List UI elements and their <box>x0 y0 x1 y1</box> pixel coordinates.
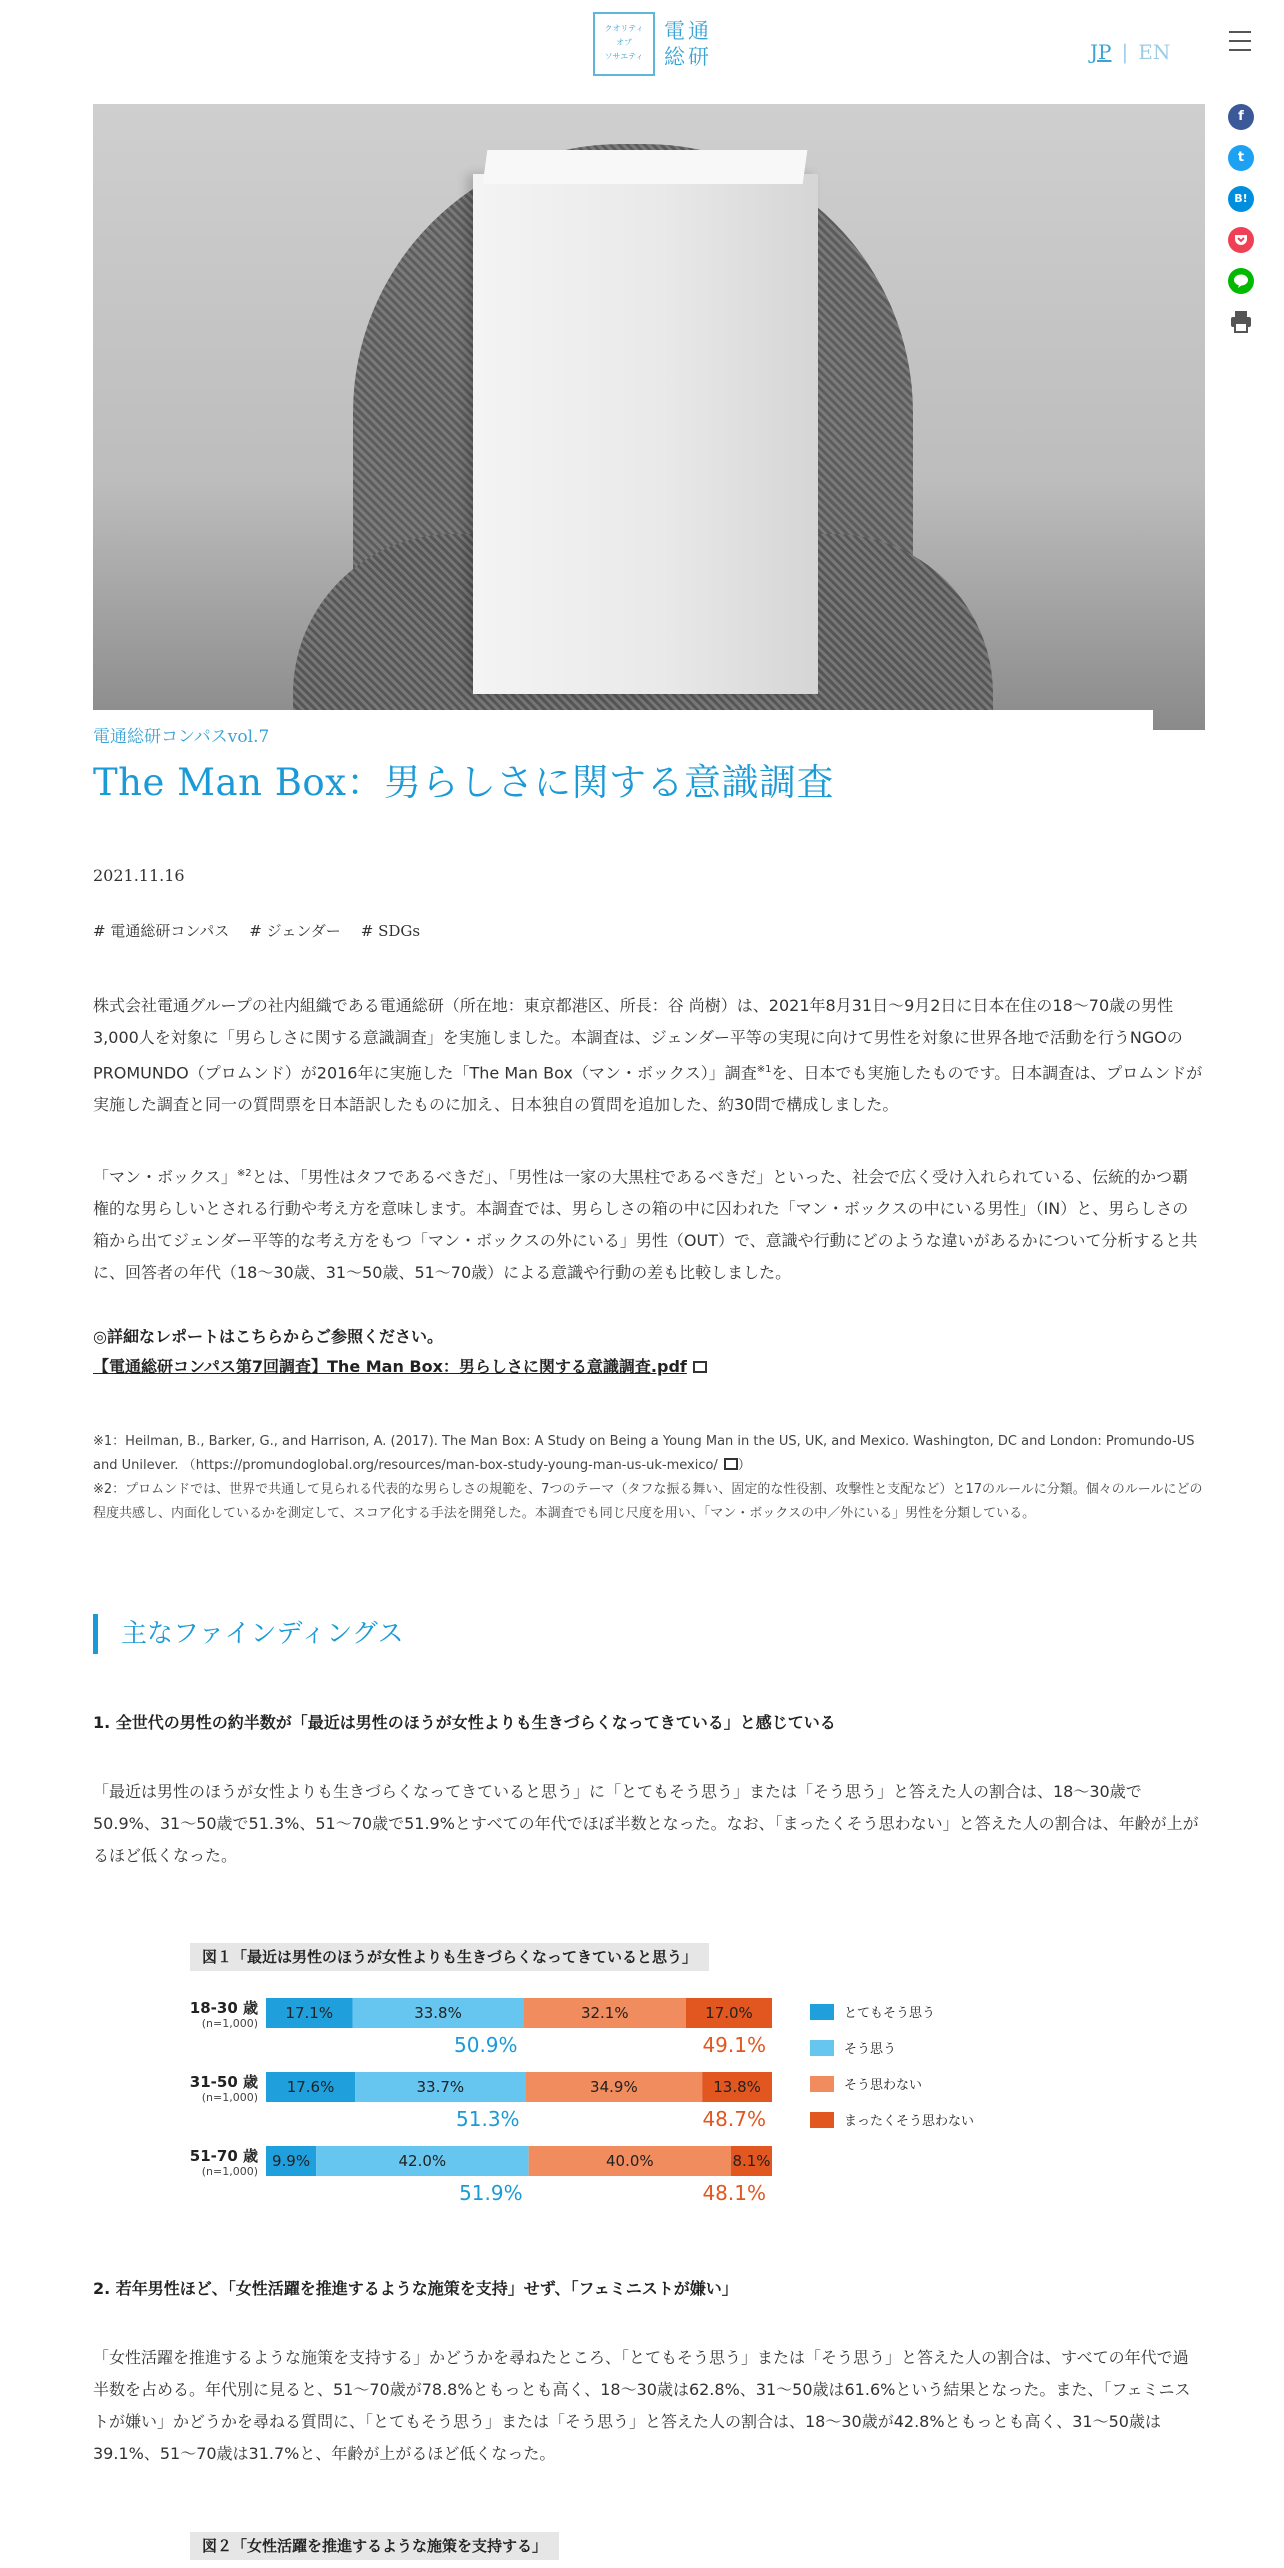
intro-paragraph-2: 「マン・ボックス」$^{※2}$とは、「男性はタフであるべきだ」、「男性は一家の大黒柱であるべきだ」といった、社会で広く受け入れられている、伝統的かつ覇権的な男らしいとされる行動や考え方を意味します。本調査では、男らしさの箱の中に囚われた「マン・ボックスの中にいる男性」（IN）と、男らしさの箱から出てジェンダー平等的な考え方をもつ「マン・ボックスの外にいる」男性（OUT）で、意識や行動にどのような違いがあるかについて分析すると共に、回答者の年代（18～30歳、31～50歳、51～70歳）による意識や行動の差も比較しました。 <box>93 1167 1198 1283</box>
logo-mark[interactable] <box>593 12 655 76</box>
language-switcher <box>1090 40 1170 64</box>
finding-1-heading: 1. 全世代の男性の約半数が「最近は男性のほうが女性よりも生きづらくなってきている」と感じている <box>93 1713 836 1732</box>
data-label: 13.8% <box>713 2078 761 2096</box>
tag-link[interactable]: # 電通総研コンパス <box>93 922 230 940</box>
facebook-icon[interactable]: f <box>1228 104 1254 130</box>
data-label: 33.8% <box>414 2004 462 2022</box>
sample-size-label: (n=1,000) <box>201 2017 258 2030</box>
legend-label: そう思わない <box>844 2078 923 2093</box>
data-label: 40.0% <box>605 2152 654 2170</box>
agree-total-label: 51.9% <box>459 2181 523 2205</box>
figure-1-chart <box>180 1990 1040 2220</box>
legend-label: まったくそう思わない <box>844 2114 975 2129</box>
logo-line-3: ソサエティ <box>604 52 644 61</box>
figure-1-caption: 図１「最近は男性のほうが女性よりも生きづらくなってきていると思う」 <box>190 1943 709 1971</box>
logo-text-line-2: 総研 <box>664 45 712 69</box>
logo-line-1: クオリティ <box>604 24 644 33</box>
data-label: 34.9% <box>590 2078 638 2096</box>
page-title: The Man Box：男らしさに関する意識調査 <box>93 761 835 804</box>
agree-total-label: 50.9% <box>454 2033 518 2057</box>
footnote-2: ※2：プロムンドでは、世界で共通して見られる代表的な男らしさの規範を、7つのテーマ（タフな振る舞い、固定的な性役割、攻撃性と支配など）と17のルールに分類。個々のルールにどの程度共感し、内面化しているかを測定して、スコア化する手法を開発した。本調査でも同じ尺度を用い、「マン・ボックスの中／外にいる」男性を分類している。 <box>93 1482 1203 1521</box>
sample-size-label: (n=1,000) <box>201 2165 258 2178</box>
tag-link[interactable]: # ジェンダー <box>249 922 341 940</box>
legend-label: そう思う <box>844 2042 897 2057</box>
line-icon[interactable] <box>1228 268 1254 294</box>
hero-image <box>93 104 1205 730</box>
category-label: 31-50 歳 <box>189 2073 258 2091</box>
pocket-icon[interactable] <box>1228 227 1254 253</box>
section-title: 主なファインディングス <box>121 1619 404 1649</box>
intro-paragraph-1: 株式会社電通グループの社内組織である電通総研（所在地：東京都港区、所長：谷 尚樹）は、2021年8月31日～9月2日に日本在住の18～70歳の男性3,000人を対象に「男らしさに関する意識調査」を実施しました。本調査は、ジェンダー平等の実現に向けて男性を対象に世界各地で活動を行うNGOのPROMUNDO（プロムンド）が2016年に実施した「The Man Box（マン・ボックス）」調査$^{※1}$を、日本でも実施したものです。日本調査は、プロムンドが実施した調査と同一の質問票を日本語訳したものに加え、日本独自の質問を追加した、約30問で構成しました。 <box>93 996 1203 1115</box>
footnote-1: ※1：Heilman, B., Barker, G., and Harrison, A. (2017). The Man Box: A Study on Being a Young Man in the US, UK, and Mexico. Washington, DC and London: Promundo-US and Unilever. （https://promundoglobal.org/resources/man-box-study-young-man-us-uk-mexico/ ） <box>93 1434 1195 1473</box>
series-label[interactable]: 電通総研コンパスvol.7 <box>93 727 270 747</box>
report-heading: ◎詳細なレポートはこちらからご参照ください。 <box>93 1327 443 1346</box>
disagree-total-label: 49.1% <box>702 2033 766 2057</box>
menu-icon[interactable] <box>1229 31 1251 51</box>
hatena-bookmark-icon[interactable]: B! <box>1228 186 1254 212</box>
data-label: 17.6% <box>286 2078 335 2096</box>
sample-size-label: (n=1,000) <box>201 2091 258 2104</box>
print-icon[interactable] <box>1228 308 1254 334</box>
legend-swatch <box>810 2004 834 2020</box>
tag-link[interactable]: # SDGs <box>360 922 421 940</box>
logo-text-line-1: 電通 <box>664 19 712 43</box>
publish-date: 2021.11.16 <box>93 866 185 885</box>
pdf-icon <box>693 1361 707 1373</box>
lang-en-link[interactable]: EN <box>1138 40 1171 64</box>
tag-list <box>93 920 440 941</box>
footnote-link[interactable]: https://promundoglobal.org/resources/man-box-study-young-man-us-uk-mexico/ <box>195 1458 718 1473</box>
data-label: 42.0% <box>398 2152 447 2170</box>
finding-1-text: 「最近は男性のほうが女性よりも生きづらくなってきていると思う」に「とてもそう思う」または「そう思う」と答えた人の割合は、18～30歳で50.9%、31～50歳で51.3%、51～70歳で51.9%とすべての年代でほぼ半数となった。なお、「まったくそう思わない」と答えた人の割合は、年齢が上がるほど低くなった。 <box>93 1782 1199 1865</box>
section-accent-bar <box>93 1614 98 1654</box>
data-label: 32.1% <box>580 2004 629 2022</box>
finding-2-text: 「女性活躍を推進するような施策を支持する」かどうかを尋ねたところ、「とてもそう思う」または「そう思う」と答えた人の割合は、すべての年代で過半数を占める。年代別に見ると、51～70歳が78.8%ともっとも高く、18～30歳は62.8%、31～50歳は61.6%という結果となった。また、「フェミニストが嫌い」かどうかを尋ねる質問に、「とてもそう思う」または「そう思う」と答えた人の割合は、18～30歳が42.8%ともっとも高く、31～50歳は39.1%、51～70歳は31.7%と、年齢が上がるほど低くなった。 <box>93 2348 1191 2463</box>
disagree-total-label: 48.1% <box>702 2181 766 2205</box>
logo-text[interactable] <box>664 18 712 70</box>
twitter-icon[interactable]: t <box>1228 145 1254 171</box>
disagree-total-label: 48.7% <box>702 2107 766 2131</box>
data-label: 8.1% <box>732 2152 771 2170</box>
legend-swatch <box>810 2076 834 2092</box>
report-pdf-link[interactable]: 【電通総研コンパス第7回調査】The Man Box：男らしさに関する意識調査.pdf <box>93 1354 707 1377</box>
legend-label: とてもそう思う <box>844 2006 936 2021</box>
data-label: 17.1% <box>285 2004 334 2022</box>
category-label: 18-30 歳 <box>189 1999 258 2017</box>
finding-2-heading: 2. 若年男性ほど、「女性活躍を推進するような施策を支持」せず、「フェミニストが嫌い」 <box>93 2279 738 2298</box>
logo-line-2: オブ <box>616 38 632 47</box>
agree-total-label: 51.3% <box>456 2107 520 2131</box>
legend-swatch <box>810 2112 834 2128</box>
legend-swatch <box>810 2040 834 2056</box>
data-label: 17.0% <box>705 2004 753 2022</box>
external-link-icon <box>724 1458 738 1470</box>
figure-2-caption: 図２「女性活躍を推進するような施策を支持する」 <box>190 2532 559 2560</box>
category-label: 51-70 歳 <box>189 2147 258 2165</box>
data-label: 9.9% <box>271 2152 311 2170</box>
data-label: 33.7% <box>416 2078 465 2096</box>
lang-separator: | <box>1121 40 1129 64</box>
lang-jp-link[interactable]: JP <box>1090 40 1112 64</box>
